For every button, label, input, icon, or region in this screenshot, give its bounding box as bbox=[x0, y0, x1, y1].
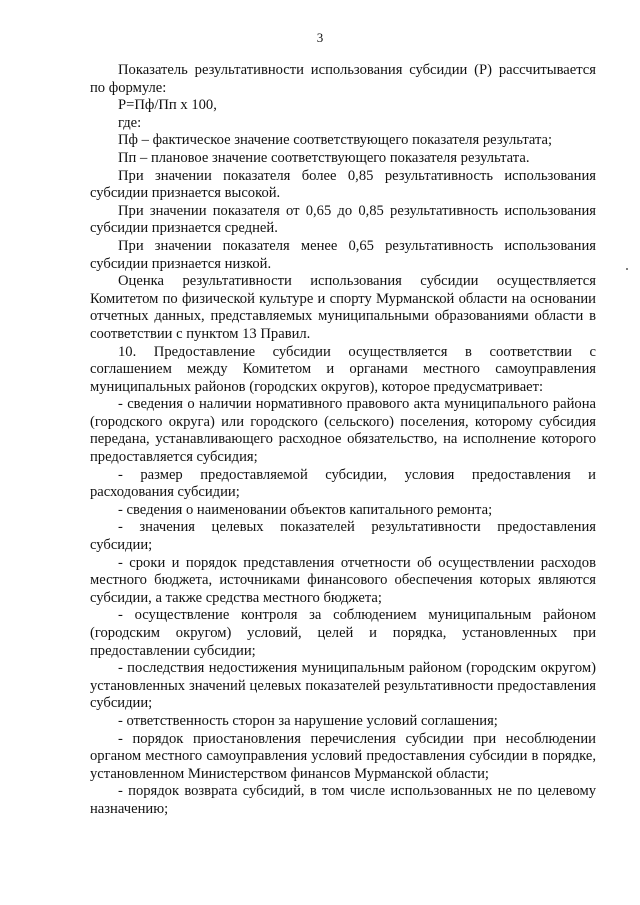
paragraph-indicator-definition: Показатель результативности использования субсидии (Р) рассчитывается по формуле: bbox=[90, 62, 596, 96]
paragraph-10: 10. Предоставление субсидии осуществляется в соответствии с соглашением между Комитетом и органами местного самоуправления муниципальных районов (городских округов), которое предусматривает: bbox=[90, 343, 596, 395]
paragraph-low: При значении показателя менее 0,65 результативность использования субсидии признается низкой. bbox=[90, 237, 596, 272]
paragraph-evaluation: Оценка результативности использования субсидии осуществляется Комитетом по физической культуре и спорту Мурманской области на основании отчетных данных, представляемых муниципальными образованиями области в соответствии с пунктом 13 Правил. bbox=[90, 273, 596, 342]
formula-where: где: bbox=[118, 114, 142, 131]
paragraph-medium: При значении показателя от 0,65 до 0,85 результативность использования субсидии признается средней. bbox=[90, 202, 596, 237]
list-item: - сведения о наличии нормативного правового акта муниципального района (городского округа) или городского (сельского) поселения, которому субсидия передана, устанавливающего расходное обязательство, на исполнение которого предоставляется субсидия; bbox=[90, 396, 596, 466]
list-item: - сведения о наименовании объектов капитального ремонта; bbox=[118, 501, 493, 518]
page-number: 3 bbox=[316, 30, 324, 45]
list-item: - значения целевых показателей результативности предоставления субсидии; bbox=[90, 519, 596, 554]
formula: Р=Пф/Пп х 100, bbox=[118, 97, 217, 114]
list-item: - осуществление контроля за соблюдением муниципальным районом (городским округом) условий, целей и порядка, установленных при предоставлении субсидии; bbox=[90, 607, 596, 659]
list-item: - порядок приостановления перечисления субсидии при несоблюдении органом местного самоуправления условий предоставления субсидии в порядке, установленном Министерством финансов Мурманской области; bbox=[90, 730, 596, 782]
list-item: - сроки и порядок представления отчетности об осуществлении расходов местного бюджета, источниками финансового обеспечения которых являются субсидии, а также средства местного бюджета; bbox=[90, 554, 596, 606]
list-item: - размер предоставляемой субсидии, условия предоставления и расходования субсидии; bbox=[90, 466, 596, 501]
list-item: - ответственность сторон за нарушение условий соглашения; bbox=[118, 712, 498, 729]
formula-term-pp: Пп – плановое значение соответствующего показателя результата. bbox=[118, 149, 530, 166]
page-body bbox=[90, 62, 596, 819]
list-item: - последствия недостижения муниципальным районом (городским округом) установленных значений целевых показателей результативности предоставления субсидии; bbox=[90, 660, 596, 712]
list-item: - порядок возврата субсидий, в том числе использованных не по целевому назначению; bbox=[90, 783, 596, 817]
scan-dot bbox=[626, 268, 628, 270]
formula-term-pf: Пф – фактическое значение соответствующего показателя результата; bbox=[118, 132, 553, 149]
paragraph-high: При значении показателя более 0,85 результативность использования субсидии признается высокой. bbox=[90, 167, 596, 202]
